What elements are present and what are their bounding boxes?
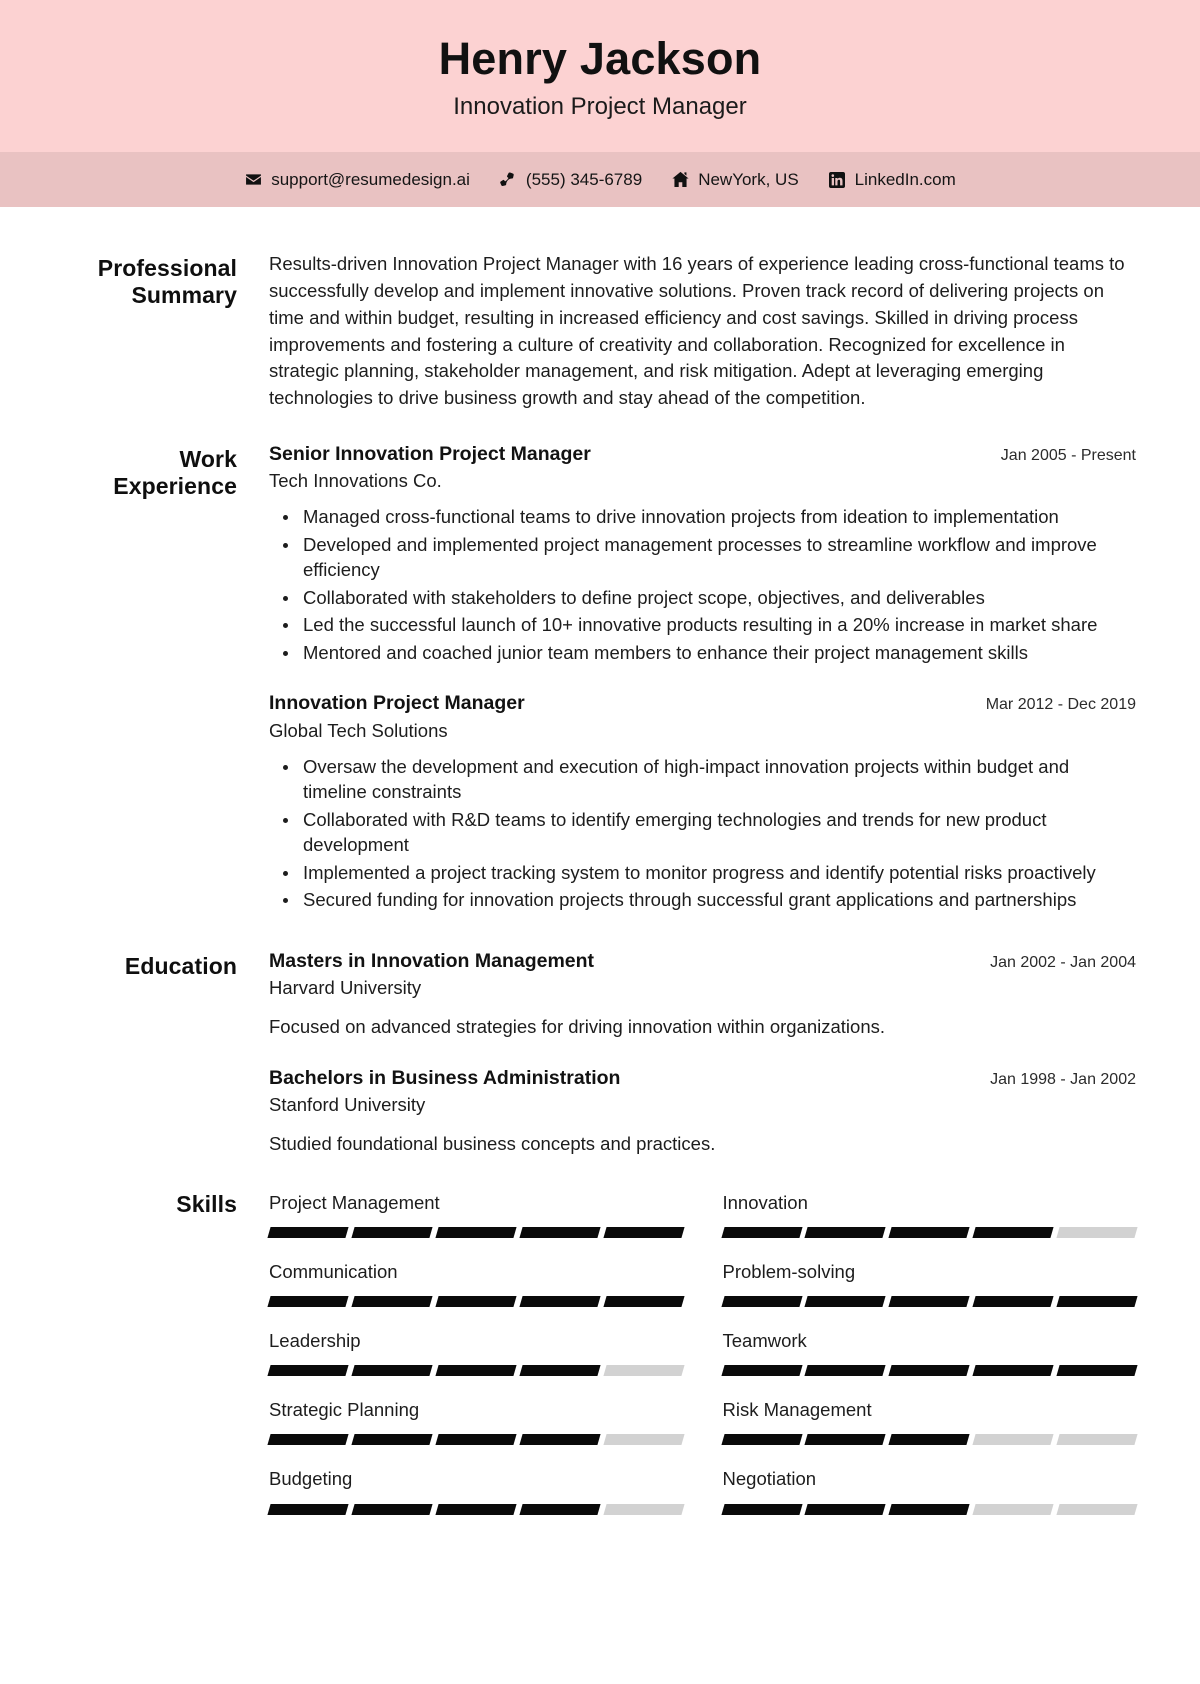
skill-name: Negotiation (722, 1468, 817, 1490)
work-entry (269, 691, 1136, 912)
skill-level-bar (269, 1227, 683, 1238)
section-education (64, 949, 1136, 1157)
skill-level-segment (519, 1504, 600, 1515)
section-work-experience (64, 442, 1136, 915)
summary-body (269, 251, 1136, 412)
skill-level-bar (269, 1504, 683, 1515)
bullet-item: Developed and implemented project management processes to streamline workflow and improve efficiency (303, 532, 1136, 583)
skill-level-segment (267, 1434, 348, 1445)
skill-level-bar (269, 1365, 683, 1376)
skill-item (269, 1394, 683, 1463)
skill-level-segment (805, 1365, 886, 1376)
skill-level-segment (721, 1434, 802, 1445)
skill-level-segment (603, 1504, 684, 1515)
skill-level-segment (435, 1365, 516, 1376)
contact-bar (0, 152, 1200, 207)
skill-level-segment (889, 1365, 970, 1376)
skill-level-segment (351, 1365, 432, 1376)
skill-name: Problem-solving (722, 1261, 856, 1283)
education-entry (269, 949, 1136, 1040)
skill-level-segment (351, 1434, 432, 1445)
contact-email-text: support@resumedesign.ai (271, 170, 470, 190)
section-title-skills: Skills (176, 1191, 237, 1218)
skill-level-segment (603, 1365, 684, 1376)
skill-level-segment (973, 1296, 1054, 1307)
skill-item (723, 1256, 1137, 1325)
skill-level-bar (723, 1365, 1137, 1376)
phone-icon (499, 171, 517, 189)
skill-level-segment (603, 1227, 684, 1238)
skills-body (269, 1187, 1136, 1532)
skill-level-segment (721, 1296, 802, 1307)
education-entry-head (269, 1066, 1136, 1091)
skill-level-segment (1057, 1365, 1138, 1376)
skill-name: Strategic Planning (269, 1399, 420, 1421)
contact-location-text: NewYork, US (698, 170, 799, 190)
candidate-job-title: Innovation Project Manager (453, 93, 747, 121)
bullet-item: Collaborated with R&D teams to identify emerging technologies and trends for new product development (303, 807, 1136, 858)
skill-name: Innovation (722, 1192, 808, 1214)
skill-level-segment (805, 1296, 886, 1307)
education-entry-org: Stanford University (269, 1094, 426, 1116)
skill-level-segment (973, 1365, 1054, 1376)
linkedin-icon (828, 171, 846, 189)
skill-level-segment (805, 1434, 886, 1445)
skill-item (723, 1394, 1137, 1463)
skill-level-segment (721, 1504, 802, 1515)
skill-level-segment (889, 1504, 970, 1515)
skill-level-segment (267, 1504, 348, 1515)
education-entry-title: Bachelors in Business Administration (269, 1067, 621, 1090)
work-entry-head (269, 442, 1136, 467)
skill-name: Communication (269, 1261, 398, 1283)
education-entry (269, 1066, 1136, 1157)
skill-level-segment (973, 1227, 1054, 1238)
skill-level-segment (435, 1434, 516, 1445)
skill-level-bar (723, 1296, 1137, 1307)
education-entry-date: Jan 2002 - Jan 2004 (990, 953, 1136, 971)
skill-level-bar (269, 1434, 683, 1445)
work-entry-title: Innovation Project Manager (269, 692, 525, 715)
education-entry-date: Jan 1998 - Jan 2002 (990, 1071, 1136, 1089)
home-icon (671, 171, 689, 189)
bullet-item: Mentored and coached junior team members to enhance their project management skills (303, 640, 1136, 666)
skill-name: Risk Management (722, 1399, 872, 1421)
skill-level-bar (723, 1227, 1137, 1238)
skill-level-bar (723, 1504, 1137, 1515)
skill-level-bar (723, 1434, 1137, 1445)
skill-level-segment (721, 1365, 802, 1376)
skill-name: Project Management (269, 1192, 440, 1214)
work-entry-org: Global Tech Solutions (269, 719, 448, 741)
skill-level-bar (269, 1296, 683, 1307)
section-title-summary: Professional Summary (97, 255, 237, 309)
skill-level-segment (1057, 1227, 1138, 1238)
resume-content (0, 207, 1200, 1532)
skill-level-segment (973, 1504, 1054, 1515)
section-professional-summary (64, 251, 1136, 412)
education-entry-desc: Studied foundational business concepts and practices. (269, 1133, 716, 1155)
skill-item (269, 1325, 683, 1394)
contact-phone[interactable] (499, 171, 642, 189)
contact-phone-text: (555) 345-6789 (525, 170, 643, 190)
education-entry-desc: Focused on advanced strategies for driving innovation within organizations. (269, 1016, 886, 1038)
work-entry (269, 442, 1136, 665)
skill-level-segment (889, 1296, 970, 1307)
skill-level-segment (1057, 1296, 1138, 1307)
skill-level-segment (1057, 1504, 1138, 1515)
skill-item (269, 1187, 683, 1256)
skill-item (269, 1256, 683, 1325)
work-entry-title: Senior Innovation Project Manager (269, 443, 591, 466)
skill-item (269, 1463, 683, 1532)
skill-level-segment (435, 1504, 516, 1515)
skill-item (723, 1325, 1137, 1394)
work-entry-bullets (269, 754, 1136, 913)
skill-level-segment (889, 1227, 970, 1238)
skills-grid (269, 1187, 1136, 1532)
skill-name: Teamwork (722, 1330, 807, 1352)
bullet-item: Collaborated with stakeholders to define project scope, objectives, and deliverables (303, 585, 1136, 611)
work-entry-date: Jan 2005 - Present (1000, 447, 1136, 465)
work-body (269, 442, 1136, 915)
education-entry-title: Masters in Innovation Management (269, 949, 595, 972)
bullet-item: Implemented a project tracking system to monitor progress and identify potential risks proactively (303, 860, 1136, 886)
education-body (269, 949, 1136, 1157)
skill-level-segment (351, 1227, 432, 1238)
skill-level-segment (267, 1227, 348, 1238)
contact-email[interactable] (244, 171, 470, 189)
section-title-work: Work Experience (113, 446, 237, 499)
contact-location[interactable] (671, 171, 798, 189)
skill-name: Leadership (269, 1330, 361, 1352)
bullet-item: Secured funding for innovation projects through successful grant applications and partnerships (303, 887, 1136, 913)
contact-linkedin[interactable] (828, 171, 956, 189)
section-title-education: Education (124, 952, 237, 979)
skill-level-segment (603, 1434, 684, 1445)
work-entry-head (269, 691, 1136, 716)
bullet-item: Managed cross-functional teams to drive innovation projects from ideation to implementation (303, 504, 1136, 530)
skill-item (723, 1187, 1137, 1256)
skill-level-segment (519, 1296, 600, 1307)
skill-level-segment (805, 1227, 886, 1238)
work-entry-date: Mar 2012 - Dec 2019 (985, 696, 1136, 714)
skill-level-segment (973, 1434, 1054, 1445)
skill-level-segment (805, 1504, 886, 1515)
work-entry-org: Tech Innovations Co. (269, 470, 442, 492)
skill-level-segment (519, 1365, 600, 1376)
education-entry-org: Harvard University (269, 977, 422, 999)
skill-level-segment (435, 1227, 516, 1238)
section-skills (64, 1187, 1136, 1532)
education-entry-head (269, 949, 1136, 974)
bullet-item: Led the successful launch of 10+ innovative products resulting in a 20% increase in market share (303, 612, 1136, 638)
bullet-item: Oversaw the development and execution of high-impact innovation projects within budget and timeline constraints (303, 754, 1136, 805)
candidate-name: Henry Jackson (438, 33, 762, 84)
email-icon (244, 171, 262, 189)
skill-level-segment (889, 1434, 970, 1445)
skill-level-segment (721, 1227, 802, 1238)
skill-level-segment (267, 1365, 348, 1376)
skill-level-segment (1057, 1434, 1138, 1445)
work-entry-bullets (269, 504, 1136, 665)
skill-level-segment (603, 1296, 684, 1307)
skill-name: Budgeting (269, 1468, 353, 1490)
skill-level-segment (519, 1227, 600, 1238)
skill-level-segment (267, 1296, 348, 1307)
resume-header (0, 0, 1200, 152)
skill-item (723, 1463, 1137, 1532)
contact-linkedin-text: LinkedIn.com (854, 170, 956, 190)
skill-level-segment (351, 1296, 432, 1307)
skill-level-segment (435, 1296, 516, 1307)
summary-text: Results-driven Innovation Project Manager with 16 years of experience leading cross-functional teams to successfully develop and implement innovative solutions. Proven track record of delivering projects on time and within budget, resulting in increased efficiency and cost savings. Skilled in driving process improvements and fostering a culture of creativity and collaboration. Recognized for excellence in strategic planning, stakeholder management, and risk mitigation. Adept at leveraging emerging technologies to drive business growth and stay ahead of the competition. (269, 253, 1125, 409)
skill-level-segment (519, 1434, 600, 1445)
skill-level-segment (351, 1504, 432, 1515)
